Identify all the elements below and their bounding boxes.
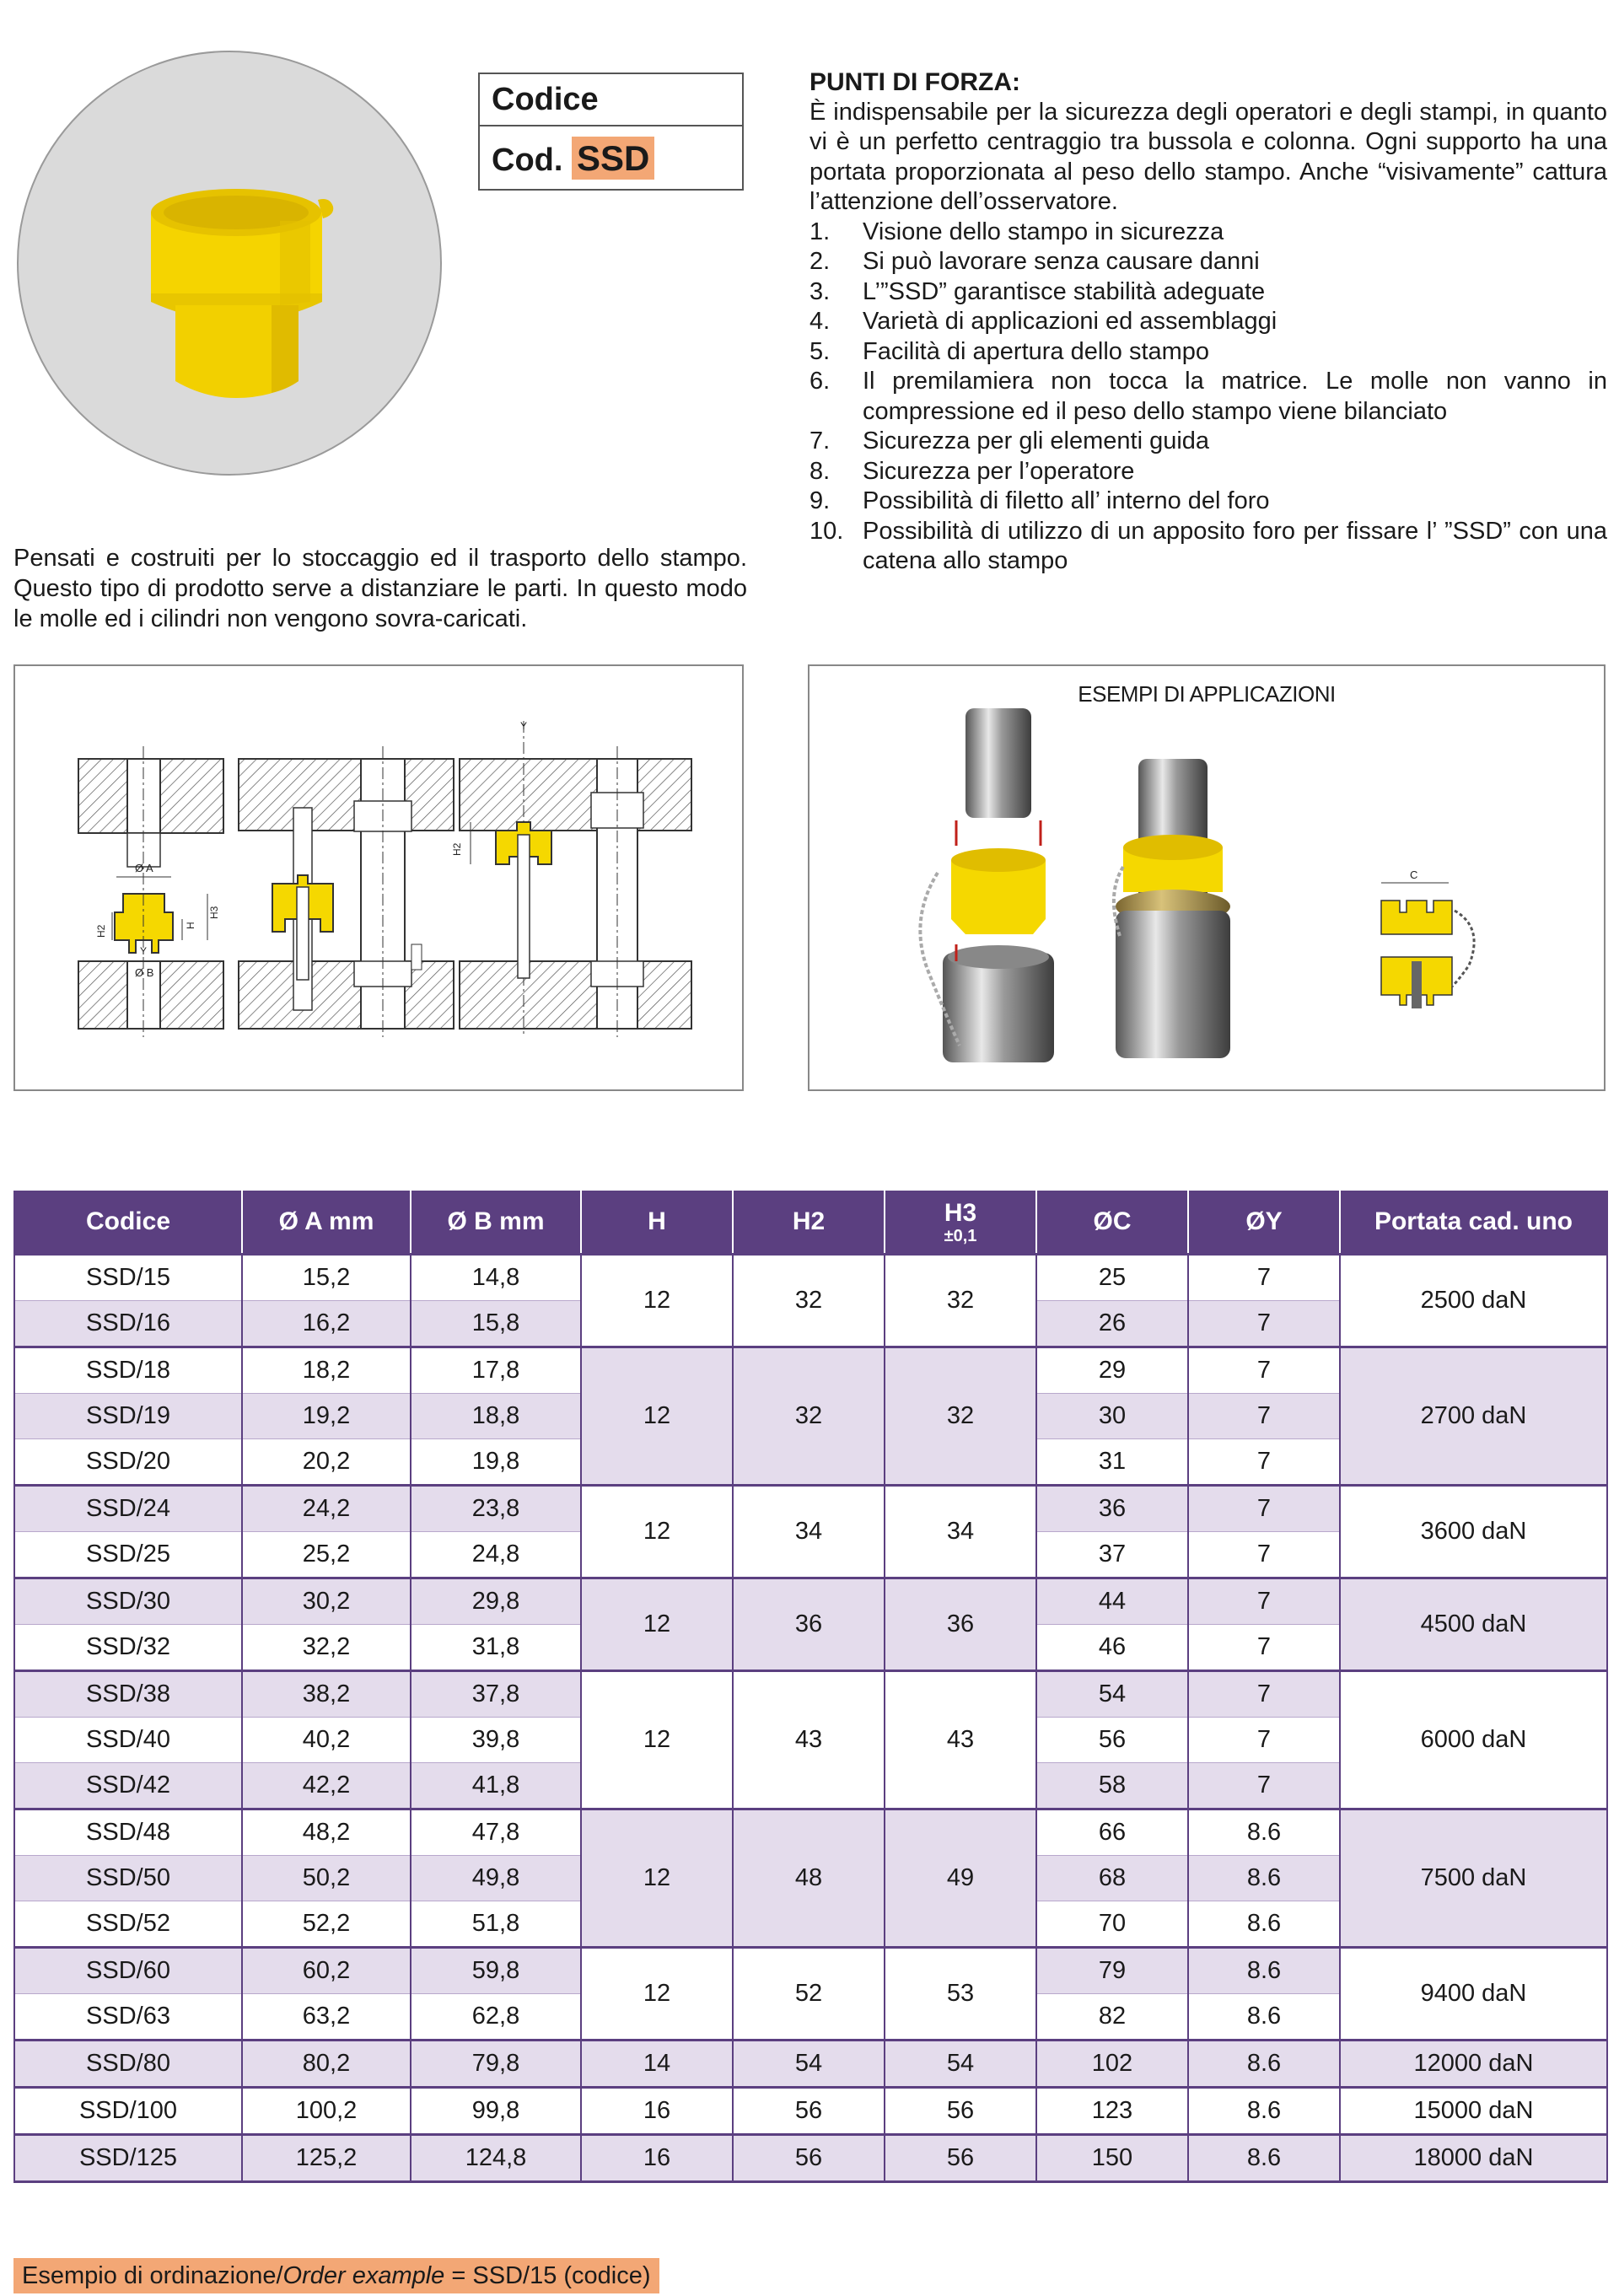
cell-h: 12	[581, 1948, 733, 2041]
strength-text: Visione dello stampo in sicurezza	[863, 218, 1224, 245]
example-assembled	[1114, 759, 1230, 1058]
cell-diameter-y: 8.6	[1188, 2135, 1340, 2182]
cell-diameter-y: 7	[1188, 1532, 1340, 1578]
cell-code: SSD/32	[14, 1625, 242, 1671]
cell-load: 2500 daN	[1340, 1255, 1607, 1347]
label-b: Ø B	[135, 966, 154, 979]
order-example	[13, 2258, 659, 2293]
table-row	[14, 1948, 1607, 1994]
cell-load: 9400 daN	[1340, 1948, 1607, 2041]
cell-diameter-y: 8.6	[1188, 1856, 1340, 1901]
cell-h: 12	[581, 1486, 733, 1578]
cell-diameter-b: 23,8	[411, 1486, 581, 1532]
col-header-h3-tolerance: ±0,1	[944, 1227, 977, 1245]
cell-h: 12	[581, 1578, 733, 1671]
cell-h3: 53	[885, 1948, 1036, 2041]
table-row	[14, 1671, 1607, 1718]
col-header-code: Codice	[14, 1191, 242, 1255]
cell-load: 2700 daN	[1340, 1347, 1607, 1486]
cell-diameter-y: 8.6	[1188, 2041, 1340, 2088]
cell-code: SSD/125	[14, 2135, 242, 2182]
col-header-h2: H2	[733, 1191, 885, 1255]
spec-table-body	[14, 1255, 1607, 2182]
cell-diameter-b: 41,8	[411, 1763, 581, 1809]
table-row	[14, 1809, 1607, 1856]
label-a: Ø A	[135, 862, 153, 874]
cell-diameter-a: 30,2	[242, 1578, 411, 1625]
table-row	[14, 1347, 1607, 1394]
cell-diameter-b: 15,8	[411, 1301, 581, 1347]
cell-code: SSD/63	[14, 1994, 242, 2041]
intro-text: Pensati e costruiti per lo stoccaggio ed il trasporto dello stampo. Questo tipo di prodotto serve a distanziare le parti. In questo modo le molle ed i cilindri non vengono sovra-caricati.	[13, 545, 747, 632]
label-y-top: Y	[520, 720, 528, 732]
cell-h: 12	[581, 1809, 733, 1948]
table-row	[14, 1486, 1607, 1532]
example-separated	[920, 708, 1054, 1062]
cell-diameter-y: 8.6	[1188, 1948, 1340, 1994]
drawing-2	[239, 746, 454, 1037]
cell-h2: 34	[733, 1486, 885, 1578]
cell-code: SSD/100	[14, 2088, 242, 2135]
technical-drawing	[15, 666, 742, 1089]
strength-text: Sicurezza per gli elementi guida	[863, 427, 1210, 454]
order-example-lead: Esempio di ordinazione/	[22, 2262, 283, 2289]
cell-diameter-a: 50,2	[242, 1856, 411, 1901]
col-header-b: Ø B mm	[411, 1191, 581, 1255]
cell-diameter-b: 14,8	[411, 1255, 581, 1301]
strength-item	[810, 218, 1607, 248]
cell-code: SSD/50	[14, 1856, 242, 1901]
cell-h3: 43	[885, 1671, 1036, 1809]
cell-diameter-a: 24,2	[242, 1486, 411, 1532]
strength-text: Varietà di applicazioni ed assemblaggi	[863, 308, 1277, 335]
cell-diameter-y: 7	[1188, 1486, 1340, 1532]
cell-diameter-c: 58	[1036, 1763, 1188, 1809]
cell-h2: 56	[733, 2088, 885, 2135]
cell-h: 16	[581, 2135, 733, 2182]
cell-diameter-c: 44	[1036, 1578, 1188, 1625]
cell-diameter-a: 100,2	[242, 2088, 411, 2135]
strength-item	[810, 487, 1607, 517]
strength-item	[810, 517, 1607, 577]
technical-drawing-box	[13, 664, 744, 1091]
label-y: Y	[140, 945, 148, 957]
drawing-3	[451, 720, 691, 1037]
cell-code: SSD/40	[14, 1718, 242, 1763]
examples-box	[808, 664, 1606, 1091]
table-row	[14, 1578, 1607, 1625]
cell-h2: 52	[733, 1948, 885, 2041]
cell-diameter-y: 7	[1188, 1718, 1340, 1763]
table-row	[14, 2135, 1607, 2182]
cell-code: SSD/19	[14, 1394, 242, 1439]
cell-load: 3600 daN	[1340, 1486, 1607, 1578]
cell-h2: 56	[733, 2135, 885, 2182]
col-header-h3-label: H3	[944, 1199, 977, 1227]
order-example-tail: = SSD/15 (codice)	[444, 2262, 651, 2289]
table-header-row	[14, 1191, 1607, 1255]
cell-load: 4500 daN	[1340, 1578, 1607, 1671]
cell-code: SSD/16	[14, 1301, 242, 1347]
cell-code: SSD/48	[14, 1809, 242, 1856]
cell-diameter-y: 8.6	[1188, 1901, 1340, 1948]
strength-text: Sicurezza per l’operatore	[863, 457, 1135, 485]
cell-diameter-y: 7	[1188, 1394, 1340, 1439]
cell-diameter-a: 80,2	[242, 2041, 411, 2088]
cell-load: 18000 daN	[1340, 2135, 1607, 2182]
cell-diameter-y: 8.6	[1188, 1994, 1340, 2041]
cell-diameter-c: 26	[1036, 1301, 1188, 1347]
cell-h2: 43	[733, 1671, 885, 1809]
cell-code: SSD/25	[14, 1532, 242, 1578]
strength-item	[810, 247, 1607, 277]
strength-item	[810, 307, 1607, 337]
cell-diameter-b: 19,8	[411, 1439, 581, 1486]
cell-h2: 36	[733, 1578, 885, 1671]
cell-h3: 36	[885, 1578, 1036, 1671]
cell-diameter-b: 31,8	[411, 1625, 581, 1671]
cell-diameter-y: 8.6	[1188, 1809, 1340, 1856]
cell-code: SSD/15	[14, 1255, 242, 1301]
strength-item	[810, 427, 1607, 457]
cell-h: 12	[581, 1671, 733, 1809]
cell-h2: 32	[733, 1255, 885, 1347]
strength-number: 10.	[810, 517, 844, 545]
cell-diameter-b: 79,8	[411, 2041, 581, 2088]
strength-text: Si può lavorare senza causare danni	[863, 248, 1260, 275]
code-label: Codice	[480, 74, 742, 126]
cell-h3: 56	[885, 2135, 1036, 2182]
cell-diameter-b: 49,8	[411, 1856, 581, 1901]
strengths-heading: PUNTI DI FORZA:	[810, 68, 1020, 96]
strength-number: 2.	[810, 248, 831, 275]
cell-diameter-y: 7	[1188, 1625, 1340, 1671]
code-box	[478, 73, 744, 191]
cell-diameter-b: 47,8	[411, 1809, 581, 1856]
code-prefix: Cod.	[492, 142, 563, 178]
cell-diameter-a: 19,2	[242, 1394, 411, 1439]
cell-load: 6000 daN	[1340, 1671, 1607, 1809]
col-header-h: H	[581, 1191, 733, 1255]
strength-text: L’”SSD” garantisce stabilità adeguate	[863, 277, 1266, 305]
cell-diameter-a: 18,2	[242, 1347, 411, 1394]
ssd-spacer-illustration	[19, 52, 444, 477]
cell-diameter-a: 25,2	[242, 1532, 411, 1578]
cell-diameter-b: 62,8	[411, 1994, 581, 2041]
cell-h: 12	[581, 1347, 733, 1486]
strength-text: Facilità di apertura dello stampo	[863, 337, 1210, 365]
cell-diameter-b: 37,8	[411, 1671, 581, 1718]
cell-h3: 56	[885, 2088, 1036, 2135]
cell-diameter-b: 29,8	[411, 1578, 581, 1625]
cell-diameter-a: 63,2	[242, 1994, 411, 2041]
cell-diameter-y: 7	[1188, 1439, 1340, 1486]
strength-item	[810, 337, 1607, 368]
strength-number: 1.	[810, 218, 831, 245]
cell-diameter-c: 70	[1036, 1901, 1188, 1948]
cell-diameter-b: 24,8	[411, 1532, 581, 1578]
cell-diameter-y: 7	[1188, 1763, 1340, 1809]
table-row	[14, 2088, 1607, 2135]
table-row	[14, 1255, 1607, 1301]
cell-h3: 32	[885, 1255, 1036, 1347]
label-c: C	[1410, 868, 1418, 881]
cell-diameter-c: 56	[1036, 1718, 1188, 1763]
cell-diameter-b: 99,8	[411, 2088, 581, 2135]
cell-h3: 49	[885, 1809, 1036, 1948]
col-header-c: ØC	[1036, 1191, 1188, 1255]
cell-h3: 32	[885, 1347, 1036, 1486]
table-row	[14, 2041, 1607, 2088]
cell-diameter-c: 54	[1036, 1671, 1188, 1718]
examples-title: ESEMPI DI APPLICAZIONI	[1078, 681, 1336, 707]
strength-number: 5.	[810, 337, 831, 365]
examples-illustration	[810, 666, 1604, 1089]
cell-load: 7500 daN	[1340, 1809, 1607, 1948]
strength-number: 7.	[810, 427, 831, 454]
cell-diameter-c: 79	[1036, 1948, 1188, 1994]
cell-diameter-b: 39,8	[411, 1718, 581, 1763]
cell-diameter-y: 7	[1188, 1255, 1340, 1301]
cell-code: SSD/20	[14, 1439, 242, 1486]
cell-diameter-b: 124,8	[411, 2135, 581, 2182]
strength-text: Possibilità di filetto all’ interno del foro	[863, 487, 1270, 514]
spec-table	[13, 1191, 1608, 2183]
cell-diameter-c: 66	[1036, 1809, 1188, 1856]
cell-code: SSD/80	[14, 2041, 242, 2088]
order-example-italic: Order example	[282, 2262, 445, 2289]
cell-h2: 54	[733, 2041, 885, 2088]
col-header-h3	[885, 1191, 1036, 1255]
cell-diameter-a: 48,2	[242, 1809, 411, 1856]
strength-text: Possibilità di utilizzo di un apposito foro per fissare l’ ”SSD” con una catena allo stampo	[863, 517, 1607, 574]
cell-code: SSD/18	[14, 1347, 242, 1394]
strength-number: 6.	[810, 368, 831, 395]
cell-code: SSD/30	[14, 1578, 242, 1625]
cell-code: SSD/24	[14, 1486, 242, 1532]
cell-diameter-c: 29	[1036, 1347, 1188, 1394]
col-header-y: ØY	[1188, 1191, 1340, 1255]
cell-diameter-b: 17,8	[411, 1347, 581, 1394]
cell-diameter-y: 7	[1188, 1347, 1340, 1394]
cell-code: SSD/38	[14, 1671, 242, 1718]
cell-diameter-b: 51,8	[411, 1901, 581, 1948]
cell-code: SSD/52	[14, 1901, 242, 1948]
strength-number: 8.	[810, 457, 831, 485]
cell-diameter-c: 150	[1036, 2135, 1188, 2182]
cell-h: 14	[581, 2041, 733, 2088]
strengths-section	[810, 67, 1607, 577]
cell-diameter-y: 7	[1188, 1301, 1340, 1347]
col-header-a: Ø A mm	[242, 1191, 411, 1255]
code-chip: SSD	[572, 137, 654, 180]
cell-diameter-c: 36	[1036, 1486, 1188, 1532]
cell-diameter-a: 38,2	[242, 1671, 411, 1718]
strength-text: Il premilamiera non tocca la matrice. Le molle non vanno in compressione ed il peso dello stampo viene bilanciato	[863, 368, 1607, 425]
drawing-1	[78, 746, 223, 1037]
strengths-list	[810, 218, 1607, 577]
col-header-load: Portata cad. uno	[1340, 1191, 1607, 1255]
cell-diameter-c: 25	[1036, 1255, 1188, 1301]
strength-item	[810, 277, 1607, 308]
label-h2: H2	[95, 924, 107, 938]
strength-number: 4.	[810, 308, 831, 335]
example-sections	[1381, 868, 1474, 1008]
cell-diameter-c: 37	[1036, 1532, 1188, 1578]
cell-load: 15000 daN	[1340, 2088, 1607, 2135]
strength-number: 3.	[810, 277, 831, 305]
cell-diameter-a: 60,2	[242, 1948, 411, 1994]
cell-diameter-y: 7	[1188, 1578, 1340, 1625]
cell-diameter-c: 30	[1036, 1394, 1188, 1439]
cell-diameter-a: 15,2	[242, 1255, 411, 1301]
cell-diameter-a: 16,2	[242, 1301, 411, 1347]
cell-diameter-c: 31	[1036, 1439, 1188, 1486]
cell-diameter-a: 40,2	[242, 1718, 411, 1763]
cell-diameter-a: 125,2	[242, 2135, 411, 2182]
cell-diameter-c: 102	[1036, 2041, 1188, 2088]
cell-diameter-a: 20,2	[242, 1439, 411, 1486]
cell-diameter-c: 46	[1036, 1625, 1188, 1671]
cell-diameter-c: 68	[1036, 1856, 1188, 1901]
cell-diameter-a: 42,2	[242, 1763, 411, 1809]
code-value-row	[480, 126, 742, 191]
cell-h: 16	[581, 2088, 733, 2135]
cell-diameter-a: 52,2	[242, 1901, 411, 1948]
cell-diameter-b: 59,8	[411, 1948, 581, 1994]
cell-h2: 32	[733, 1347, 885, 1486]
cell-h3: 34	[885, 1486, 1036, 1578]
cell-diameter-c: 82	[1036, 1994, 1188, 2041]
strength-item	[810, 367, 1607, 427]
cell-diameter-b: 18,8	[411, 1394, 581, 1439]
cell-diameter-a: 32,2	[242, 1625, 411, 1671]
product-photo-circle	[17, 51, 442, 476]
cell-diameter-y: 8.6	[1188, 2088, 1340, 2135]
cell-code: SSD/42	[14, 1763, 242, 1809]
cell-h: 12	[581, 1255, 733, 1347]
strengths-intro: È indispensabile per la sicurezza degli operatori e degli stampi, in quanto vi è un perfetto centraggio tra bussola e colonna. Ogni supporto ha una portata proporzionata al peso dello stampo. Anche “visivamente” cattura l’attenzione dell’osservatore.	[810, 98, 1607, 215]
cell-load: 12000 daN	[1340, 2041, 1607, 2088]
label-h: H	[185, 922, 196, 929]
label-h2-right: H2	[451, 842, 463, 856]
label-h3: H3	[208, 906, 220, 919]
cell-h2: 48	[733, 1809, 885, 1948]
cell-diameter-c: 123	[1036, 2088, 1188, 2135]
strength-item	[810, 457, 1607, 487]
cell-code: SSD/60	[14, 1948, 242, 1994]
strength-number: 9.	[810, 487, 831, 514]
cell-diameter-y: 7	[1188, 1671, 1340, 1718]
cell-h3: 54	[885, 2041, 1036, 2088]
